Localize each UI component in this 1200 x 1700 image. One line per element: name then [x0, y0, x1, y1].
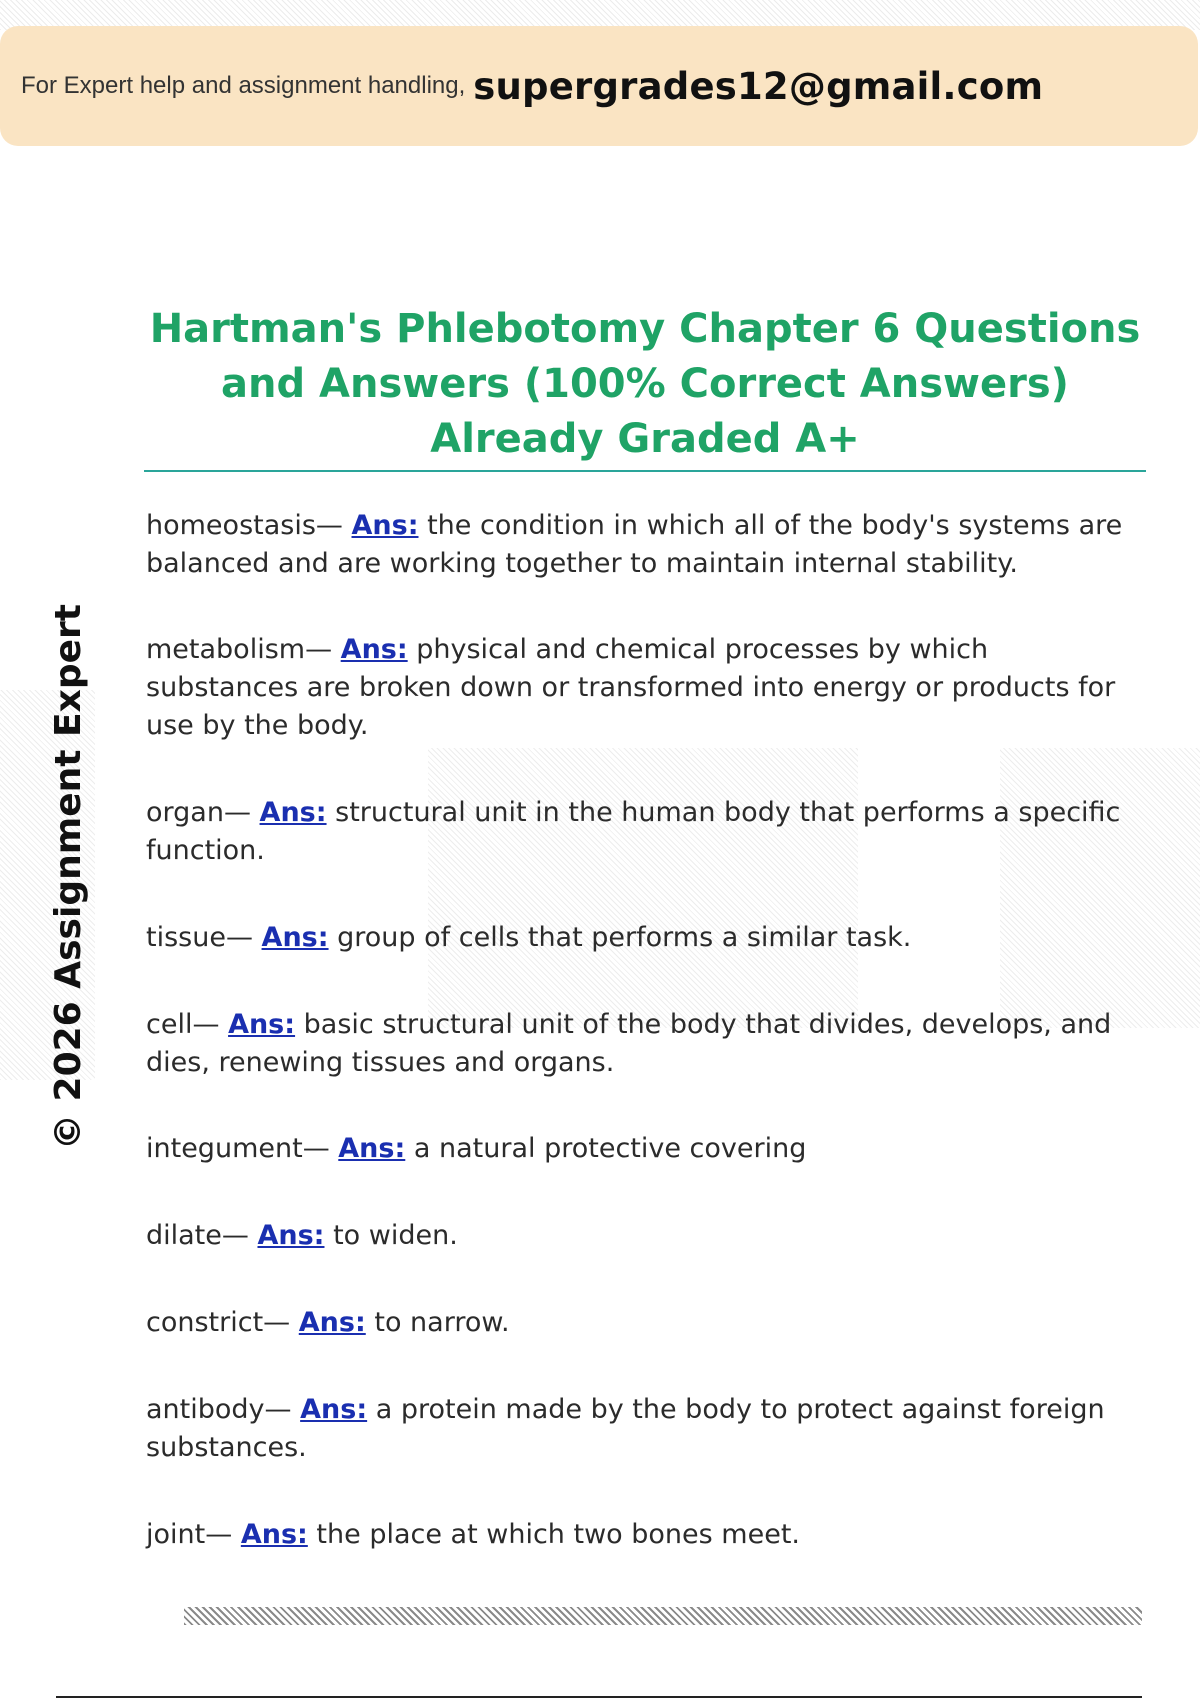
answer-link[interactable]: Ans:	[338, 1133, 406, 1164]
qa-item: cell— Ans: basic structural unit of the body that divides, develops, and dies, renewing tissues and organs.	[146, 1009, 1112, 1078]
qa-term: metabolism	[146, 634, 306, 665]
qa-answer: to narrow.	[374, 1307, 510, 1338]
qa-answer: structural unit in the human body that performs a specific function.	[146, 797, 1121, 866]
banner-text: For Expert help and assignment handling,	[21, 72, 466, 99]
copyright-watermark: © 2026 Assignment Expert	[48, 604, 89, 1150]
qa-term: cell	[146, 1009, 193, 1040]
answer-link[interactable]: Ans:	[300, 1394, 368, 1425]
answer-link[interactable]: Ans:	[240, 1519, 308, 1550]
answer-link[interactable]: Ans:	[351, 510, 419, 541]
qa-answer: a protein made by the body to protect against foreign substances.	[146, 1394, 1105, 1463]
answer-link[interactable]: Ans:	[257, 1220, 325, 1251]
qa-answer: to widen.	[333, 1220, 458, 1251]
header-banner	[0, 26, 1198, 146]
qa-term: integument	[146, 1133, 303, 1164]
answer-link[interactable]: Ans:	[261, 922, 329, 953]
qa-item: organ— Ans: structural unit in the human body that performs a specific function.	[146, 797, 1121, 866]
qa-item: metabolism— Ans: physical and chemical processes by which substances are broken down or transformed into energy or products for use by the body.	[146, 634, 1116, 741]
background-pattern	[428, 748, 858, 1028]
qa-answer: a natural protective covering	[413, 1133, 807, 1164]
qa-item: integument— Ans: a natural protective covering	[146, 1133, 807, 1164]
qa-term: constrict	[146, 1307, 264, 1338]
title-divider	[144, 470, 1146, 472]
document-title: Hartman's Phlebotomy Chapter 6 Questions and Answers (100% Correct Answers) Already Graded A+	[149, 306, 1141, 462]
qa-term: dilate	[146, 1220, 222, 1251]
qa-term: joint	[146, 1519, 206, 1550]
qa-answer: physical and chemical processes by which substances are broken down or transformed into energy or products for use by the body.	[146, 634, 1116, 741]
footer-rule	[56, 1696, 1142, 1698]
answer-link[interactable]: Ans:	[298, 1307, 366, 1338]
qa-item: homeostasis— Ans: the condition in which all of the body's systems are balanced and are working together to maintain internal stability.	[146, 510, 1123, 579]
background-pattern	[1000, 748, 1200, 1028]
answer-link[interactable]: Ans:	[228, 1009, 296, 1040]
qa-answer: basic structural unit of the body that divides, develops, and dies, renewing tissues and organs.	[146, 1009, 1112, 1078]
qa-item: dilate— Ans: to widen.	[146, 1220, 458, 1251]
decorative-divider	[184, 1607, 1142, 1625]
qa-answer: group of cells that performs a similar task.	[337, 922, 912, 953]
qa-term: tissue	[146, 922, 226, 953]
qa-item: joint— Ans: the place at which two bones meet.	[146, 1519, 800, 1550]
qa-item: tissue— Ans: group of cells that performs a similar task.	[146, 922, 912, 953]
qa-item: constrict— Ans: to narrow.	[146, 1307, 510, 1338]
qa-item: antibody— Ans: a protein made by the body to protect against foreign substances.	[146, 1394, 1105, 1463]
answer-link[interactable]: Ans:	[340, 634, 408, 665]
qa-answer: the place at which two bones meet.	[316, 1519, 800, 1550]
answer-link[interactable]: Ans:	[259, 797, 327, 828]
qa-term: organ	[146, 797, 224, 828]
qa-term: homeostasis	[146, 510, 316, 541]
qa-term: antibody	[146, 1394, 265, 1425]
contact-email[interactable]: supergrades12@gmail.com	[473, 64, 1044, 108]
qa-answer: the condition in which all of the body's systems are balanced and are working together to maintain internal stability.	[146, 510, 1123, 579]
